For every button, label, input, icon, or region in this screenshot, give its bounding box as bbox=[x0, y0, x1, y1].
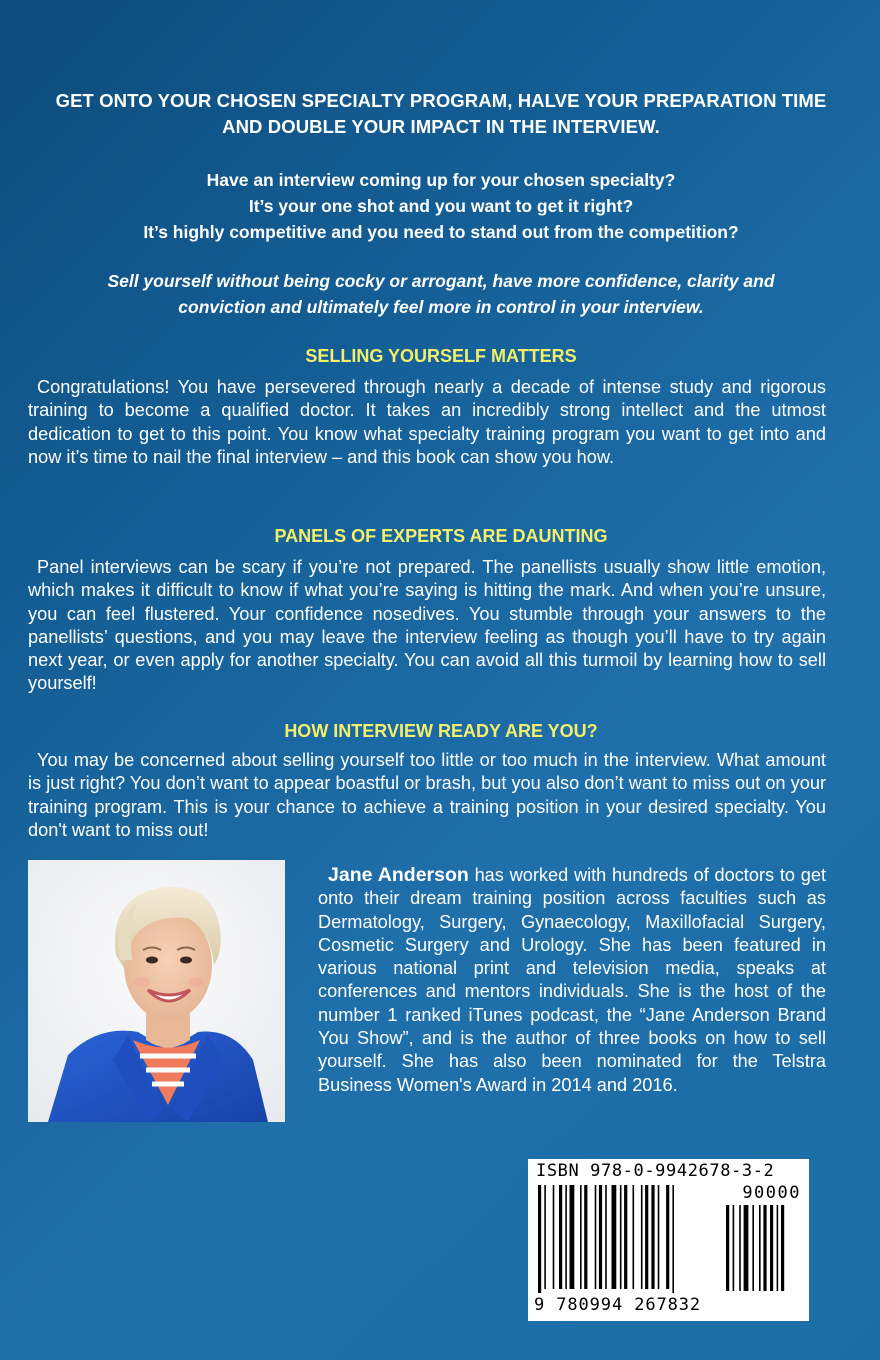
isbn-barcode bbox=[528, 1159, 809, 1321]
section-title-selling: SELLING YOURSELF MATTERS bbox=[305, 346, 577, 366]
barcode-bar bbox=[645, 1185, 648, 1289]
barcode-bar bbox=[624, 1185, 627, 1289]
isbn-label: ISBN 978-0-9942678-3-2 bbox=[536, 1161, 775, 1181]
barcode-bar bbox=[605, 1185, 607, 1289]
section-body-selling bbox=[28, 376, 826, 469]
headline-line-2: AND DOUBLE YOUR IMPACT IN THE INTERVIEW. bbox=[222, 116, 660, 137]
question-2: It’s your one shot and you want to get it right? bbox=[248, 196, 634, 216]
author-portrait-image bbox=[28, 860, 285, 1122]
author-photo bbox=[28, 860, 285, 1122]
section-text-selling: Congratulations! You have persevered through nearly a decade of intense study and rigorous training to become a qualified doctor. It takes an incredibly strong intellect and the utmost dedication to get to this point. You know what specialty training program you want to get into and now it’s time to nail the final interview – and this book can show you how. bbox=[28, 377, 826, 467]
barcode-bar bbox=[570, 1185, 575, 1289]
price-code: 90000 bbox=[742, 1183, 801, 1203]
addon-bar bbox=[739, 1205, 741, 1291]
author-bio bbox=[318, 864, 826, 1097]
author-bio-text: has worked with hundreds of doctors to get onto their dream training position across faculties such as Dermatology, Surgery, Gynaecology, Maxillofacial Surgery, Cosmetic Surgery and Urology. She has been featured in various national print and television media, speaks at conferences and mentors individuals. She is the host of the number 1 ranked iTunes podcast, the “Jane Anderson Brand You Show”, and is the author of three books on how to sell yourself. She has also been nominated for the Telstra Business Women's Award in 2014 and 2016. bbox=[318, 865, 826, 1095]
barcode-bar bbox=[595, 1185, 597, 1289]
barcode-bar bbox=[553, 1185, 555, 1289]
headline-line-1: GET ONTO YOUR CHOSEN SPECIALTY PROGRAM, HALVE YOUR PREPARATION TIME bbox=[55, 90, 827, 111]
barcode-bar bbox=[666, 1185, 669, 1289]
addon-bar bbox=[770, 1205, 773, 1291]
addon-bar bbox=[763, 1205, 766, 1291]
addon-bar bbox=[733, 1205, 735, 1291]
addon-bar bbox=[744, 1205, 749, 1291]
barcode-bar bbox=[544, 1185, 546, 1289]
addon-bar bbox=[777, 1205, 779, 1291]
question-1: Have an interview coming up for your chosen specialty? bbox=[206, 170, 676, 190]
barcode-bar bbox=[538, 1185, 541, 1293]
barcode-bar bbox=[672, 1185, 674, 1293]
barcode-bar bbox=[580, 1185, 582, 1289]
question-3: It’s highly competitive and you need to stand out from the competition? bbox=[143, 222, 739, 242]
barcode-bar bbox=[584, 1185, 587, 1289]
barcode-bar bbox=[565, 1185, 567, 1289]
barcode-bar bbox=[651, 1185, 654, 1289]
barcode-bar bbox=[599, 1185, 602, 1289]
section-title-ready: HOW INTERVIEW READY ARE YOU? bbox=[284, 721, 598, 741]
question-list bbox=[28, 167, 854, 245]
tagline bbox=[28, 268, 854, 320]
addon-bar bbox=[781, 1205, 784, 1291]
section-body-panels bbox=[28, 556, 826, 696]
barcode-bar bbox=[633, 1185, 635, 1289]
ean-digits: 9 780994 267832 bbox=[534, 1295, 702, 1315]
addon-bar bbox=[752, 1205, 754, 1291]
author-name: Jane Anderson bbox=[328, 864, 469, 886]
barcode-bar bbox=[559, 1185, 562, 1289]
section-text-panels: Panel interviews can be scary if you’re not prepared. The panellists usually show little emotion, which makes it difficult to know if what you’re saying is hitting the mark. And when you’re unsure, you can feel flustered. Your confidence nosedives. You stumble through your answers to the panellists’ questions, and you may leave the interview feeling as though you’ll have to try again next year, or even apply for another specialty. You can avoid all this turmoil by learning how to sell yourself! bbox=[28, 557, 826, 694]
tagline-line-1: Sell yourself without being cocky or arrogant, have more confidence, clarity and bbox=[107, 271, 775, 291]
headline bbox=[28, 88, 854, 140]
barcode-bar bbox=[612, 1185, 617, 1289]
addon-bar bbox=[759, 1205, 761, 1291]
barcode-bar bbox=[620, 1185, 622, 1289]
section-text-ready: You may be concerned about selling yourself too little or too much in the interview. What amount is just right? You don’t want to appear boastful or brash, but you also don’t want to miss out on your training program. This is your chance to achieve a training position in your desired specialty. You don't want to miss out! bbox=[28, 750, 826, 840]
barcode-bar bbox=[641, 1185, 643, 1289]
tagline-line-2: conviction and ultimately feel more in control in your interview. bbox=[178, 297, 704, 317]
section-title-panels: PANELS OF EXPERTS ARE DAUNTING bbox=[274, 526, 608, 546]
section-body-ready bbox=[28, 749, 826, 842]
addon-bar bbox=[726, 1205, 729, 1291]
barcode-bar bbox=[658, 1185, 660, 1289]
